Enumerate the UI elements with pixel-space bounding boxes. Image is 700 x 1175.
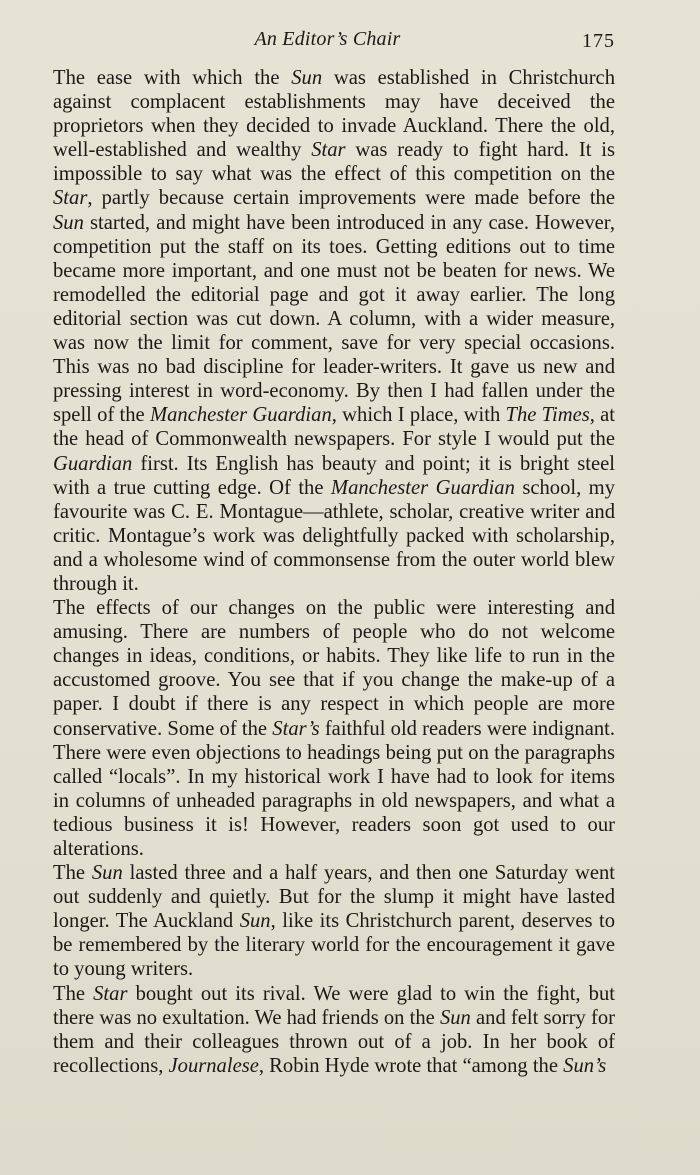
text-run: The effects of our changes on the public were interesting and amusing. There are numbers of people who do not welcome changes in ideas, conditions, or habits. They like life to run in the accustomed groove. You see that if you change the make-up of a paper. I doubt if there is any respect in which people are more conservative. Some of the bbox=[53, 597, 615, 740]
italic-title: Sun bbox=[239, 910, 271, 933]
text-run: was ready to fight hard. It is impossible to say what was the effect of this competition on the bbox=[53, 139, 615, 186]
text-run: The bbox=[53, 982, 94, 1005]
text-run: lasted three and a half years, and then one Saturday went out suddenly and quietly. But for the slump it might have lasted longer. The Auckland bbox=[53, 862, 615, 933]
text-run: The bbox=[53, 862, 92, 885]
italic-title: Star bbox=[311, 139, 346, 162]
italic-title: Sun bbox=[53, 211, 84, 234]
italic-title: Star bbox=[93, 982, 128, 1005]
text-run: , which I place, with bbox=[331, 404, 506, 427]
italic-title: Manchester Guardian bbox=[330, 476, 515, 499]
text-run: started, and might have been introduced in any case. However, competition put the staff on its toes. Getting editions out to time became more important, and one must not be beaten for news. We remodelled the editorial page and got it away earlier. The long editorial section was cut down. A column, with a wider measure, was now the limit for comment, save for very special occasions. This was no bad discipline for leader-writers. It gave us new and pressing interest in word-economy. By then I had fallen under the spell of the bbox=[53, 211, 615, 427]
text-run: faithful old readers were indignant. There were even objections to headings being put on the paragraphs called “locals”. In my historical work I have had to look for items in columns of unheaded paragraphs in old newspapers, and what a tedious business it is! However, readers soon got used to our alterations. bbox=[53, 717, 616, 860]
text-run: The ease with which the bbox=[53, 67, 292, 89]
text-run: , at the head of Commonwealth newspapers. For style I would put the bbox=[53, 404, 615, 451]
italic-title: Journalese bbox=[168, 1054, 259, 1077]
paragraph-1 bbox=[53, 66, 615, 596]
italic-title: Manchester Guardian bbox=[149, 404, 332, 427]
italic-title: Sun bbox=[439, 1006, 471, 1029]
italic-title: Sun bbox=[91, 862, 123, 885]
text-run: first. Its English has beauty and point; it is bright steel with a true cutting edge. Of the bbox=[53, 452, 615, 499]
paragraph-3 bbox=[53, 861, 615, 981]
italic-title: Star bbox=[53, 187, 88, 210]
text-run: and felt sorry for them and their colleagues thrown out of a job. In her book of recollections, bbox=[53, 1006, 615, 1077]
paragraph-4 bbox=[53, 982, 615, 1078]
body-text bbox=[53, 66, 615, 1078]
page-header bbox=[40, 28, 615, 58]
text-run: school, my favourite was C. E. Montague—athlete, scholar, creative writer and critic. Montague’s work was delightfully packed with scholarship, and a wholesome wind of commonsense from the outer world blew through it. bbox=[53, 476, 616, 595]
text-run: , partly because certain improvements were made before the bbox=[87, 187, 615, 210]
text-run: , Robin Hyde wrote that “among the bbox=[258, 1054, 564, 1077]
italic-title: Sun bbox=[291, 67, 323, 89]
paragraph-2 bbox=[53, 596, 615, 861]
italic-title: Guardian bbox=[53, 452, 133, 475]
running-head: An Editor’s Chair bbox=[254, 28, 401, 50]
text-run: bought out its rival. We were glad to win the fight, but there was no exultation. We had friends on the bbox=[53, 982, 615, 1029]
italic-title: Sun’s bbox=[563, 1054, 607, 1077]
italic-title: The Times bbox=[505, 404, 590, 427]
text-run: was established in Christchurch against complacent establishments may have deceived the proprietors when they decided to invade Auckland. There the old, well-established and wealthy bbox=[53, 67, 615, 162]
text-run: , like its Christchurch parent, deserves to be remembered by the literary world for the encouragement it gave to young writers. bbox=[53, 910, 615, 981]
italic-title: Star’s bbox=[272, 717, 320, 740]
page-number: 175 bbox=[582, 30, 615, 52]
